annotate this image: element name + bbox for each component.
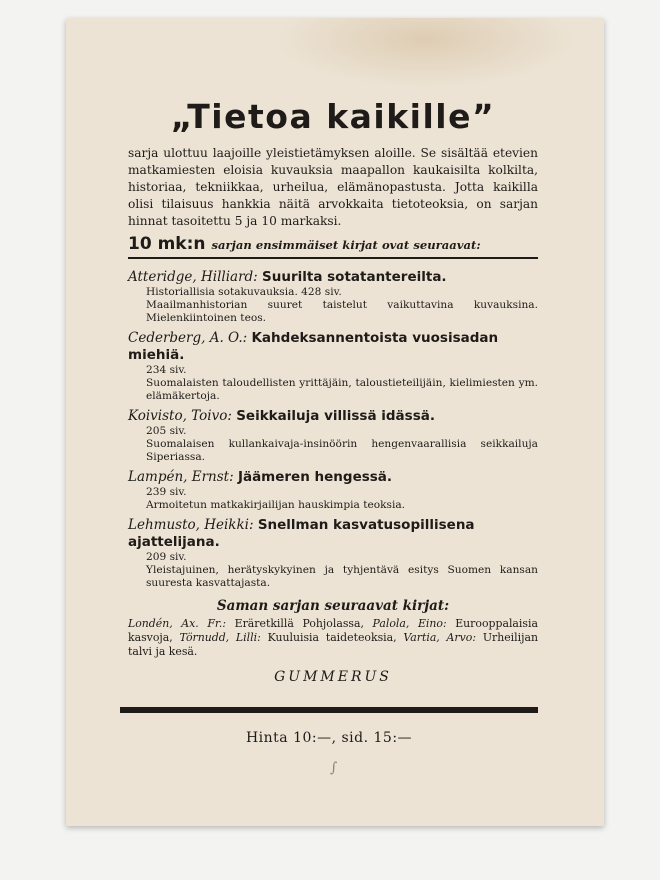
series-book-list: [128, 617, 538, 659]
water-stain: [276, 18, 576, 88]
book-list: [128, 269, 538, 590]
book-title: Seikkailuja villissä idässä.: [236, 408, 435, 424]
series-subheading: Saman sarjan seuraavat kirjat:: [216, 598, 450, 614]
publisher-name: GUMMERUS: [274, 669, 392, 685]
series-title-item: Kuuluisia taideteoksia,: [267, 631, 397, 644]
series-author: Londén, Ax. Fr.:: [128, 617, 227, 630]
series-intro: sarja ulottuu laajoille yleistietämyksen aloille. Se sisältää etevien matkamiesten eloisia kuvauksia maapallon kaukaisilta kolkilta, historiaa, tekniikkaa, urheilua, elämänopastusta. Jotta kaikilla olisi tilaisuus hankkia näitä arvokkaita tietoteoksia, on sarjan hinnat tasoitettu 5 ja 10 markaksi.: [128, 146, 538, 228]
book-pages: Historiallisia sotakuvauksia. 428 siv.: [146, 286, 342, 298]
series-author: Vartia, Arvo:: [403, 631, 477, 644]
book-pages: 239 siv.: [146, 486, 187, 498]
book-title: Kahdeksannentoista vuosisadan miehiä.: [128, 330, 499, 363]
book-description: Armoitetun matkakirjailijan hauskimpia teoksia.: [146, 499, 406, 511]
book-description: Suomalaisten taloudellisten yrittäjäin, taloustieteilijäin, kielimiesten ym. elämäkertoja.: [146, 377, 538, 402]
book-description: Maailmanhistorian suuret taistelut vaikuttavina kuvauksina. Mielenkiintoinen teos.: [146, 299, 538, 324]
book-author: Atteridge, Hilliard:: [128, 269, 258, 285]
book-entry: [128, 330, 538, 403]
book-description: Suomalaisen kullankaivaja-insinöörin hengenvaarallisia seikkailuja Siperiassa.: [146, 438, 538, 463]
divider-rule: [120, 707, 538, 713]
book-author: Lehmusto, Heikki:: [128, 517, 254, 533]
handwritten-mark: ∫: [330, 760, 338, 776]
book-author: Koivisto, Toivo:: [128, 408, 232, 424]
price-heading-text: sarjan ensimmäiset kirjat ovat seuraavat:: [211, 238, 481, 252]
series-title-item: Urheilijan talvi ja kesä.: [128, 631, 538, 658]
price-line: Hinta 10:—, sid. 15:—: [245, 730, 413, 746]
series-author: Palola, Eino:: [372, 617, 447, 630]
series-title: „Tietoa kaikille”: [170, 97, 496, 136]
book-pages: 234 siv.: [146, 364, 187, 376]
book-title: Snellman kasvatusopillisena ajattelijana.: [128, 517, 475, 550]
book-entry: [128, 408, 538, 464]
book-description: Yleistajuinen, herätyskykyinen ja tyhjentävä esitys Suomen kansan suuresta kasvattajasta.: [146, 564, 538, 589]
book-pages: 209 siv.: [146, 551, 187, 563]
book-title: Suurilta sotatantereilta.: [262, 269, 447, 285]
book-author: Cederberg, A. O.:: [128, 330, 248, 346]
price-heading: [128, 234, 538, 259]
book-entry: [128, 269, 538, 325]
series-title-item: Eräretkillä Pohjolassa,: [234, 617, 364, 630]
cover-text: [128, 95, 538, 685]
price-heading-amount: 10 mk:n: [128, 234, 206, 254]
book-title: Jäämeren hengessä.: [237, 469, 393, 485]
book-entry: [128, 469, 538, 512]
book-entry: [128, 517, 538, 590]
series-title-item: Eurooppalaisia kasvoja,: [128, 617, 538, 644]
book-author: Lampén, Ernst:: [128, 469, 234, 485]
series-author: Törnudd, Lilli:: [179, 631, 261, 644]
book-pages: 205 siv.: [146, 425, 187, 437]
